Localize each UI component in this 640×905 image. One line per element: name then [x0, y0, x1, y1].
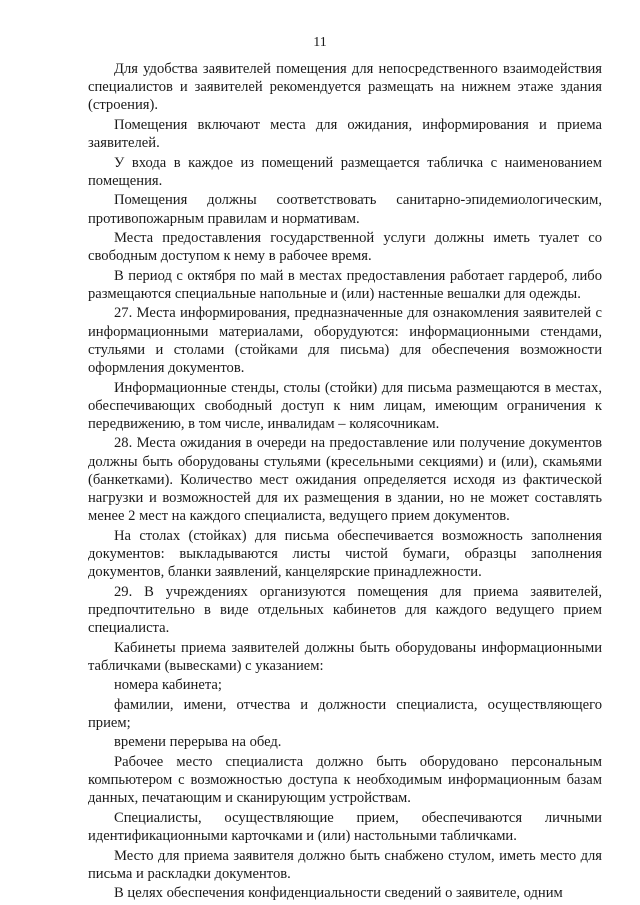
- paragraph: Кабинеты приема заявителей должны быть оборудованы информационными табличками (вывесками) с указанием:: [88, 639, 602, 674]
- paragraph: На столах (стойках) для письма обеспечивается возможность заполнения документов: выкладываются листы чистой бумаги, образцы заполнения документов, бланки заявлений, канцелярские принадлежности.: [88, 527, 602, 581]
- paragraph: У входа в каждое из помещений размещается табличка с наименованием помещения.: [88, 154, 602, 189]
- paragraph: номера кабинета;: [114, 677, 222, 694]
- paragraph: Помещения должны соответствовать санитарно-эпидемиологическим, противопожарным правилам и нормативам.: [88, 192, 602, 227]
- paragraph: 27. Места информирования, предназначенные для ознакомления заявителей с информационными материалами, оборудуются: информационными стендами, стульями и столами (стойками для письма) для обеспечения возможности оформления документов.: [88, 305, 602, 377]
- paragraph: Место для приема заявителя должно быть снабжено стулом, иметь место для письма и раскладки документов.: [88, 847, 602, 882]
- paragraph: Помещения включают места для ожидания, информирования и приема заявителей.: [88, 116, 602, 152]
- paragraph: Специалисты, осуществляющие прием, обеспечиваются личными идентификационными карточками и (или) настольными табличками.: [88, 809, 602, 845]
- paragraph: времени перерыва на обед.: [114, 734, 282, 751]
- paragraph: 28. Места ожидания в очереди на предоставление или получение документов должны быть оборудованы стульями (кресельными секциями) и (или), скамьями (банкетками). Количество мест ожидания определяется исходя из фактической нагрузки и возможностей для их размещения в здании, но не может составлять менее 2 мест на каждого специалиста, ведущего прием документов.: [88, 435, 602, 525]
- paragraph: В целях обеспечения конфиденциальности сведений о заявителе, одним: [114, 885, 563, 902]
- document-body: [88, 60, 602, 904]
- page-number: 11: [313, 35, 327, 50]
- paragraph: фамилии, имени, отчества и должности специалиста, осуществляющего прием;: [88, 696, 602, 731]
- paragraph: Рабочее место специалиста должно быть оборудовано персональным компьютером с возможностью доступа к необходимым информационным базам данных, печатающим и сканирующим устройствам.: [88, 753, 602, 807]
- paragraph: 29. В учреждениях организуются помещения для приема заявителей, предпочтительно в виде отдельных кабинетов для каждого ведущего прием специалиста.: [88, 583, 602, 637]
- paragraph: Информационные стенды, столы (стойки) для письма размещаются в местах, обеспечивающих свободный доступ к ним лицам, имеющим ограничения к передвижению, в том числе, инвалидам – колясочникам.: [88, 379, 602, 432]
- paragraph: Места предоставления государственной услуги должны иметь туалет со свободным доступом к нему в рабочее время.: [88, 230, 602, 265]
- paragraph: В период с октября по май в местах предоставления работает гардероб, либо размещаются специальные напольные и (или) настенные вешалки для одежды.: [88, 267, 602, 302]
- paragraph: Для удобства заявителей помещения для непосредственного взаимодействия специалистов и заявителей рекомендуется размещать на нижнем этаже здания (строения).: [88, 61, 602, 114]
